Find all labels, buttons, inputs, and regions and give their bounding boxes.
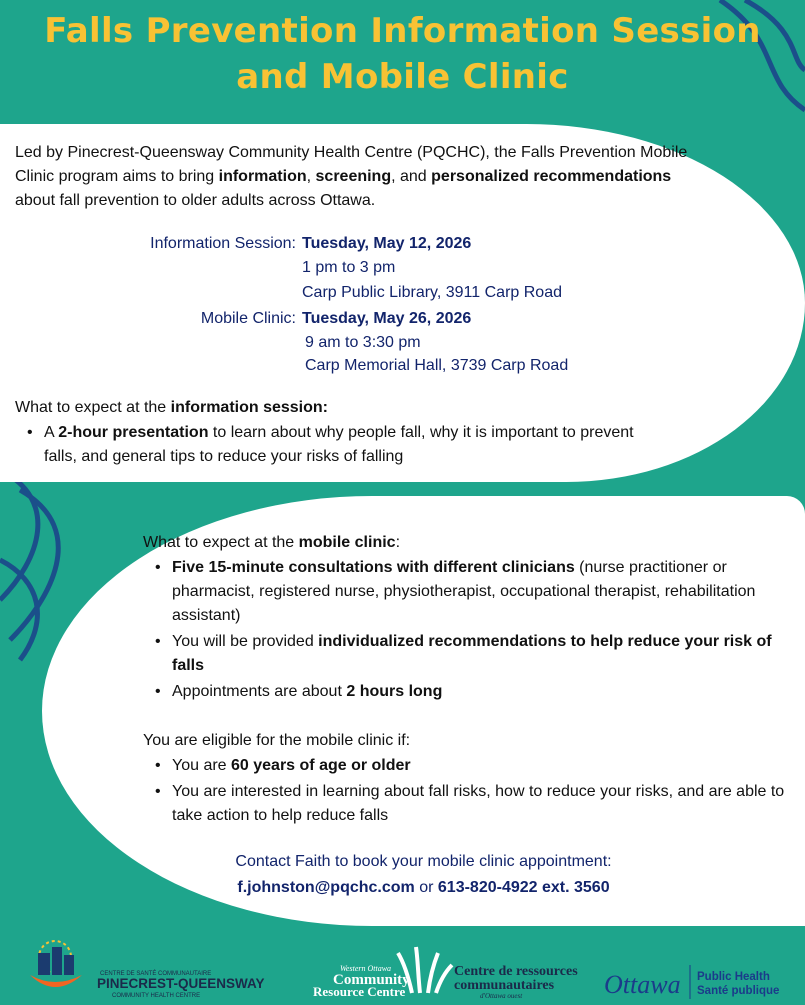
list-item: • Five 15-minute consultations with different clinicians (nurse practitioner or pharmacist, registered nurse, physiotherapist, occupational therapist, rehabilitation assistant) — [150, 556, 792, 628]
contact-line: Contact Faith to book your mobile clinic appointment: — [235, 853, 612, 870]
wocrc-fr2: communautaires — [454, 978, 555, 993]
session-expect-heading: What to expect at the information session: — [15, 399, 328, 416]
clinic-time: 9 am to 3:30 pm — [305, 334, 421, 351]
pqchc-bottom-text: COMMUNITY HEALTH CENTRE — [112, 993, 201, 999]
list-item: • You will be provided individualized recommendations to help reduce your risk of falls — [150, 630, 792, 678]
contact-phone[interactable]: 613-820-4922 ext. 3560 — [437, 879, 610, 896]
list-item: • You are interested in learning about fall risks, how to reduce your risks, and are able to take action to help reduce falls — [150, 780, 792, 828]
ottawa-wordmark: Ottawa — [604, 970, 681, 999]
wocrc-line1: Community — [333, 972, 410, 988]
contact-details: f.johnston@pqchc.com or 613-820-4922 ext. 3560 — [237, 879, 610, 896]
list-item: • A 2-hour presentation to learn about why people fall, why it is important to prevent falls, and general tips to reduce your risks of falling — [22, 421, 662, 469]
ottawa-public-health-logo — [604, 965, 779, 999]
pqchc-top-text: CENTRE DE SANTÉ COMMUNAUTAIRE — [100, 971, 212, 977]
clinic-date: Tuesday, May 26, 2026 — [302, 310, 472, 327]
clinic-expect-list — [150, 556, 792, 706]
wocrc-line2: Resource Centre — [313, 984, 406, 999]
wocrc-small: Western Ottawa — [340, 964, 392, 973]
session-label: Information Session: — [150, 235, 296, 252]
title-line-2: and Mobile Clinic — [236, 57, 569, 97]
partner-logos — [0, 935, 805, 1005]
list-item: • Appointments are about 2 hours long — [150, 680, 792, 704]
eligibility-heading: You are eligible for the mobile clinic if: — [143, 732, 411, 749]
pqchc-main-text: PINECREST-QUEENSWAY — [97, 976, 265, 991]
eligibility-list — [150, 754, 792, 830]
clinic-expect-heading: What to expect at the mobile clinic: — [143, 534, 401, 551]
wocrc-fr3: d'Ottawa ouest — [480, 992, 523, 1000]
public-health-fr: Santé publique — [697, 985, 780, 997]
session-time: 1 pm to 3 pm — [302, 259, 396, 276]
page-title — [0, 8, 805, 100]
session-place: Carp Public Library, 3911 Carp Road — [302, 284, 562, 301]
clinic-place: Carp Memorial Hall, 3739 Carp Road — [305, 357, 569, 374]
wocrc-logo — [313, 947, 578, 1000]
clinic-label: Mobile Clinic: — [200, 310, 296, 327]
wocrc-fr1: Centre de ressources — [454, 964, 578, 979]
intro-paragraph: Led by Pinecrest-Queensway Community Health Centre (PQCHC), the Falls Prevention Mobile Clinic program aims to bring information, screening, and personalized recommendations about fall prevention to older adults across Ottawa. — [15, 144, 688, 209]
title-line-1: Falls Prevention Information Session — [44, 11, 761, 51]
contact-email[interactable]: f.johnston@pqchc.com — [237, 879, 415, 896]
public-health-en: Public Health — [697, 971, 770, 983]
session-expect-list — [22, 421, 662, 471]
list-item: • You are 60 years of age or older — [150, 754, 792, 778]
session-date: Tuesday, May 12, 2026 — [302, 235, 472, 252]
pqchc-logo — [30, 941, 265, 999]
